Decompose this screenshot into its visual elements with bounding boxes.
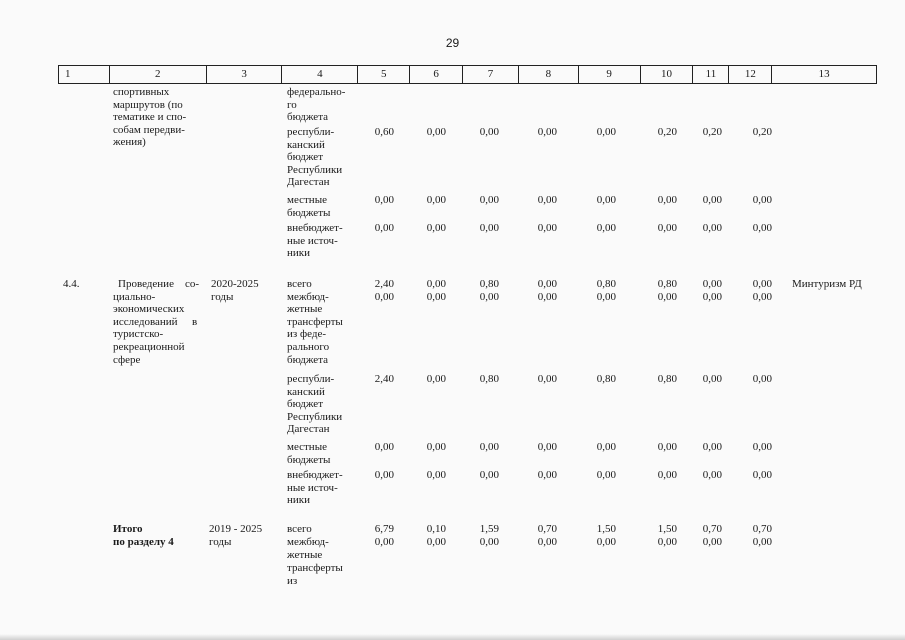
measure-name-line: маршрутов (по bbox=[113, 98, 183, 111]
measure-name-line: экономических bbox=[113, 303, 185, 316]
amount-cell: 0,80 bbox=[596, 278, 616, 290]
amount-cell: 0,00 bbox=[702, 194, 722, 206]
amount-cell: 0,00 bbox=[702, 290, 722, 303]
amount-cell: 0,00 bbox=[537, 373, 557, 385]
amount-cell: 1,50 bbox=[657, 523, 677, 535]
amount-cell: 0,00 bbox=[657, 536, 677, 548]
funding-source-line: из bbox=[287, 575, 298, 587]
funding-source-line: Республики bbox=[287, 410, 343, 423]
funding-source-line: внебюджет- bbox=[287, 469, 343, 481]
amount-cell: 0,70 bbox=[537, 523, 557, 535]
period-line: 2020-2025 bbox=[211, 278, 259, 290]
amount-cell: 0,70 bbox=[702, 523, 722, 535]
measure-name-word: со- bbox=[185, 278, 200, 290]
amount-cell: 0,00 bbox=[537, 290, 557, 303]
amount-cell: 0,00 bbox=[752, 278, 772, 290]
amount-cell: 0,80 bbox=[596, 373, 616, 385]
funding-source-line: трансферты bbox=[287, 315, 343, 328]
amount-cell: 0,00 bbox=[657, 290, 677, 303]
funding-source-line: федерально- bbox=[287, 86, 346, 98]
funding-source-line: ники bbox=[287, 494, 311, 507]
amount-cell: 1,50 bbox=[596, 523, 616, 535]
funding-source-line: го bbox=[287, 98, 297, 111]
amount-cell: 0,00 bbox=[426, 222, 446, 234]
amount-cell: 0,00 bbox=[702, 222, 722, 234]
header-cell-3: 3 bbox=[206, 66, 282, 83]
amount-cell: 0,80 bbox=[657, 278, 677, 290]
amount-cell: 0,00 bbox=[596, 194, 616, 206]
amount-cell: 0,00 bbox=[657, 222, 677, 234]
amount-cell: 0,00 bbox=[702, 373, 722, 385]
funding-source-line: ные источ- bbox=[287, 234, 338, 247]
amount-cell: 0,00 bbox=[596, 441, 616, 453]
amount-cell: 0,00 bbox=[596, 469, 616, 481]
measure-name-line: тематике и спо- bbox=[113, 111, 187, 124]
period-line: 2019 - 2025 bbox=[209, 523, 263, 535]
funding-source-line: всего bbox=[287, 278, 312, 290]
amount-cell: 2,40 bbox=[374, 373, 394, 385]
amount-cell: 0,00 bbox=[657, 469, 677, 481]
funding-source-line: местные bbox=[287, 194, 327, 206]
amount-cell: 0,20 bbox=[657, 126, 677, 138]
funding-source-line: межбюд- bbox=[287, 536, 329, 548]
header-cell-12: 12 bbox=[728, 66, 771, 83]
header-cell-4: 4 bbox=[281, 66, 357, 83]
amount-cell: 0,00 bbox=[702, 469, 722, 481]
amount-cell: 0,00 bbox=[479, 126, 499, 138]
measure-name-line: туристско- bbox=[113, 328, 164, 341]
amount-cell: 0,00 bbox=[537, 222, 557, 234]
measure-name-word: исследований bbox=[113, 315, 178, 328]
amount-cell: 0,20 bbox=[702, 126, 722, 138]
page-number: 29 bbox=[445, 36, 460, 50]
amount-cell: 0,00 bbox=[702, 278, 722, 290]
funding-source-line: трансферты bbox=[287, 562, 343, 574]
amount-cell: 0,00 bbox=[596, 126, 616, 138]
amount-cell: 0,00 bbox=[374, 536, 394, 548]
amount-cell: 0,00 bbox=[537, 469, 557, 481]
header-cell-10: 10 bbox=[640, 66, 693, 83]
amount-cell: 0,00 bbox=[657, 441, 677, 453]
amount-cell: 0,00 bbox=[479, 222, 499, 234]
amount-cell: 0,00 bbox=[752, 222, 772, 234]
funding-source-line: внебюджет- bbox=[287, 222, 343, 234]
funding-source-line: республи- bbox=[287, 126, 335, 138]
funding-source-line: жетные bbox=[287, 549, 323, 561]
header-cell-8: 8 bbox=[518, 66, 578, 83]
amount-cell: 0,70 bbox=[752, 523, 772, 535]
amount-cell: 0,00 bbox=[752, 290, 772, 303]
measure-name-line: спортивных bbox=[113, 86, 170, 98]
amount-cell: 0,00 bbox=[752, 194, 772, 206]
amount-cell: 0,00 bbox=[752, 373, 772, 385]
funding-source-line: межбюд- bbox=[287, 290, 329, 303]
funding-source-line: канский bbox=[287, 385, 325, 398]
amount-cell: 0,00 bbox=[426, 126, 446, 138]
amount-cell: 0,00 bbox=[596, 536, 616, 548]
funding-source-line: ные источ- bbox=[287, 481, 338, 494]
amount-cell: 0,10 bbox=[426, 523, 446, 535]
funding-source-line: бюджеты bbox=[287, 453, 331, 466]
amount-cell: 0,00 bbox=[596, 290, 616, 303]
amount-cell: 0,00 bbox=[479, 469, 499, 481]
funding-source-line: рального bbox=[287, 341, 330, 353]
measure-name-line: собам передви- bbox=[113, 123, 185, 136]
amount-cell: 0,20 bbox=[752, 126, 772, 138]
amount-cell: 0,00 bbox=[426, 373, 446, 385]
amount-cell: 0,00 bbox=[702, 441, 722, 453]
amount-cell: 0,00 bbox=[752, 536, 772, 548]
amount-cell: 0,00 bbox=[374, 194, 394, 206]
amount-cell: 0,00 bbox=[374, 222, 394, 234]
amount-cell: 0,60 bbox=[374, 126, 394, 138]
funding-source-line: всего bbox=[287, 523, 312, 535]
header-cell-6: 6 bbox=[409, 66, 462, 83]
amount-cell: 0,00 bbox=[479, 194, 499, 206]
amount-cell: 0,00 bbox=[374, 290, 394, 303]
funding-source-line: бюджеты bbox=[287, 206, 331, 219]
funding-source-line: Дагестан bbox=[287, 176, 330, 189]
funding-source-line: бюджета bbox=[287, 353, 329, 366]
amount-cell: 0,00 bbox=[374, 441, 394, 453]
header-cell-5: 5 bbox=[357, 66, 409, 83]
header-cell-1: 1 bbox=[65, 68, 71, 80]
amount-cell: 0,00 bbox=[537, 126, 557, 138]
amount-cell: 0,00 bbox=[426, 278, 446, 290]
amount-cell: 0,00 bbox=[426, 194, 446, 206]
scan-bottom-edge bbox=[0, 634, 905, 640]
amount-cell: 0,00 bbox=[426, 536, 446, 548]
measure-name-line: рекреационной bbox=[113, 341, 185, 353]
funding-source-line: из феде- bbox=[287, 328, 326, 341]
measure-name-word: в bbox=[192, 315, 198, 328]
amount-cell: 0,00 bbox=[752, 469, 772, 481]
header-cell-11: 11 bbox=[692, 66, 728, 83]
amount-cell: 0,00 bbox=[702, 536, 722, 548]
amount-cell: 6,79 bbox=[374, 523, 394, 535]
header-cell-9: 9 bbox=[578, 66, 640, 83]
funding-source-line: Дагестан bbox=[287, 423, 330, 436]
total-label-line: по разделу 4 bbox=[113, 536, 174, 548]
amount-cell: 0,00 bbox=[537, 194, 557, 206]
funding-source-line: бюджет bbox=[287, 151, 323, 164]
amount-cell: 0,80 bbox=[479, 278, 499, 290]
period-line: годы bbox=[209, 536, 232, 548]
amount-cell: 0,00 bbox=[374, 469, 394, 481]
total-label-line: Итого bbox=[113, 523, 143, 535]
amount-cell: 0,00 bbox=[426, 290, 446, 303]
row-number: 4.4. bbox=[63, 278, 80, 290]
amount-cell: 0,00 bbox=[479, 536, 499, 548]
funding-source-line: бюджета bbox=[287, 111, 329, 124]
measure-name-line: сфере bbox=[113, 353, 141, 366]
funding-source-line: канский bbox=[287, 138, 325, 151]
header-cell-2: 2 bbox=[109, 66, 206, 83]
amount-cell: 0,80 bbox=[479, 373, 499, 385]
table-header-row bbox=[58, 65, 877, 84]
funding-source-line: Республики bbox=[287, 163, 343, 176]
funding-source-line: республи- bbox=[287, 373, 335, 385]
amount-cell: 0,00 bbox=[426, 441, 446, 453]
amount-cell: 0,00 bbox=[479, 441, 499, 453]
amount-cell: 0,00 bbox=[426, 469, 446, 481]
amount-cell: 0,80 bbox=[657, 373, 677, 385]
amount-cell: 0,00 bbox=[479, 290, 499, 303]
amount-cell: 0,00 bbox=[596, 222, 616, 234]
funding-source-line: жетные bbox=[287, 303, 323, 316]
amount-cell: 2,40 bbox=[374, 278, 394, 290]
amount-cell: 0,00 bbox=[537, 536, 557, 548]
amount-cell: 0,00 bbox=[537, 441, 557, 453]
amount-cell: 0,00 bbox=[537, 278, 557, 290]
amount-cell: 0,00 bbox=[657, 194, 677, 206]
header-cell-7: 7 bbox=[462, 66, 518, 83]
period-line: годы bbox=[211, 290, 234, 303]
funding-source-line: бюджет bbox=[287, 398, 323, 411]
funding-source-line: ники bbox=[287, 247, 311, 260]
executor: Минтуризм РД bbox=[792, 278, 862, 290]
measure-name-word: Проведение bbox=[118, 278, 174, 290]
amount-cell: 1,59 bbox=[479, 523, 499, 535]
amount-cell: 0,00 bbox=[752, 441, 772, 453]
measure-name-line: циально- bbox=[113, 290, 156, 303]
measure-name-line: жения) bbox=[113, 136, 146, 149]
funding-source-line: местные bbox=[287, 441, 327, 453]
header-cell-13: 13 bbox=[771, 66, 876, 83]
